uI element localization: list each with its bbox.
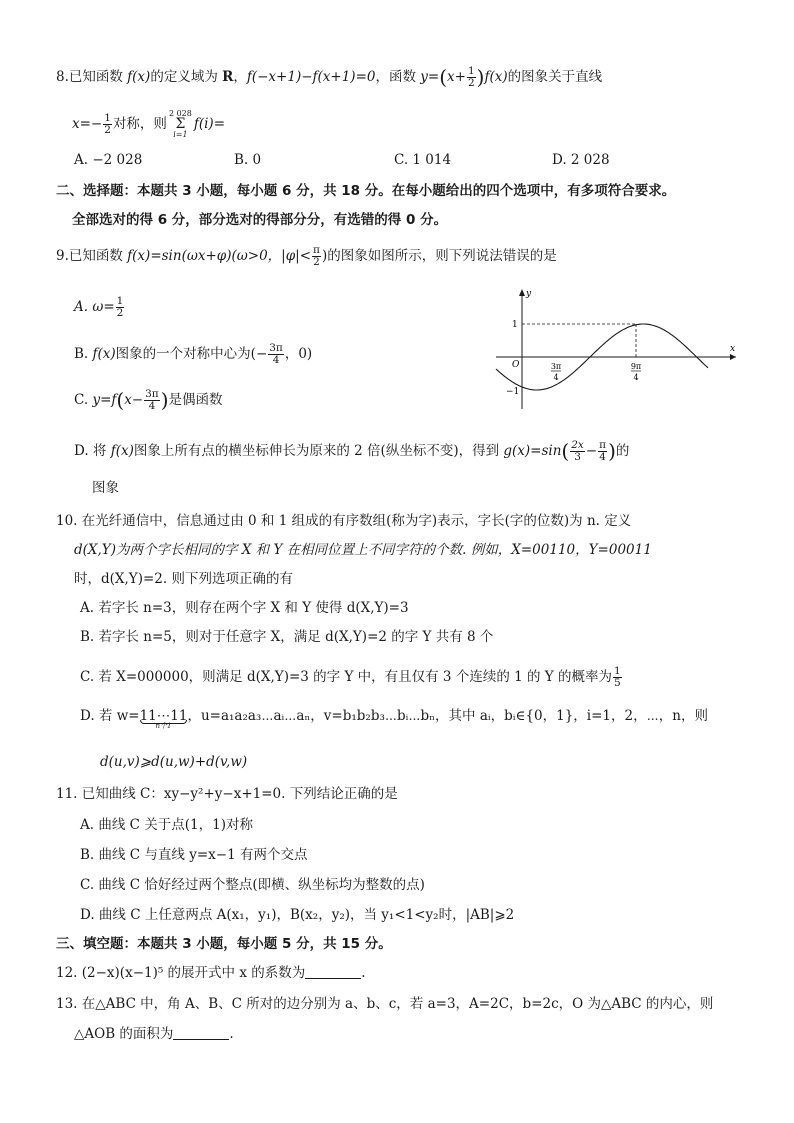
text: D. 将 [74, 443, 111, 459]
q11-option-d: D. 曲线 C 上任意两点 A(x₁，y₁)，B(x₂，y₂)，当 y₁<1<y₂时，|AB|⩾2 [80, 907, 515, 923]
q11-option-b: B. 曲线 C 与直线 y=x−1 有两个交点 [80, 847, 308, 863]
text: 8.已知函数 [56, 69, 128, 85]
paren: ( [439, 65, 448, 89]
q11-option-a: A. 曲线 C 关于点(1，1)对称 [80, 817, 253, 833]
text: 对称，则 [112, 116, 167, 132]
q10-option-b: B. 若字长 n=5，则对于任意字 X，满足 d(X,Y)=2 的字 Y 共有 8 个 [80, 629, 494, 645]
math: x+ [447, 69, 466, 85]
x-tick-9pi4-num: 9π [630, 362, 642, 371]
fraction: $\frac{3\pi}{4}$ [269, 342, 283, 366]
text: )的图象如图所示，则下列说法错误的是 [321, 248, 557, 264]
section2-sub: 全部选对的得 6 分，部分选对的得部分分，有选错的得 0 分。 [72, 212, 448, 228]
paren: ) [476, 65, 485, 89]
math: x=− [72, 116, 103, 132]
fraction: $\frac{1}{2}$ [116, 295, 124, 319]
text: 图象上所有点的横坐标伸长为原来的 2 倍(纵坐标不变)，得到 [133, 443, 504, 459]
text: 12. (2−x)(x−1)⁵ 的展开式中 x 的系数为 [56, 965, 306, 981]
q10-line2: d(X,Y)为两个字长相同的字 X 和 Y 在相同位置上不同字符的个数. 例如，X=00110，Y=00011 [74, 542, 652, 558]
paren: ( [561, 439, 570, 463]
q10-option-c [80, 666, 623, 689]
q10-line3: 时，d(X,Y)=2. 则下列选项正确的有 [74, 571, 293, 587]
q11-stem: 11. 已知曲线 C：xy−y²+y−x+1=0. 下列结论正确的是 [56, 786, 398, 802]
q13-line2 [74, 1024, 234, 1044]
summation: 2 028 Σ i=1 [168, 109, 192, 139]
text: 的定义域为 [150, 69, 223, 85]
origin-label: O [512, 360, 520, 370]
text: 是偶函数 [168, 392, 223, 408]
text: 9.已知函数 [56, 248, 128, 264]
fraction: $\frac{1}{2}$ [467, 65, 475, 89]
y-axis-arrow [519, 289, 525, 296]
math-set-r: R [222, 69, 234, 85]
sine-graph [488, 287, 738, 412]
q8-line2 [72, 110, 225, 139]
math: f(x) [110, 443, 134, 459]
q12-line [56, 963, 366, 983]
fraction: $\frac{3\pi}{4}$ [145, 388, 159, 412]
q8-option-b: B. 0 [234, 152, 262, 168]
text: D. 若 w= [80, 708, 140, 724]
math: f(−x+1)−f(x+1)=0 [246, 69, 376, 85]
math: f(i)= [193, 116, 226, 132]
paren: ) [608, 439, 616, 463]
section2-title: 二、选择题：本题共 3 小题，每小题 6 分，共 18 分。在每小题给出的四个选项中，有多项符合要求。 [56, 183, 676, 199]
underbrace: 11⋯11 n个1 [139, 708, 188, 730]
text: B. [74, 346, 93, 362]
text: ，0) [284, 346, 313, 362]
q8-option-d: D. 2 028 [552, 152, 610, 168]
q8-line1 [56, 66, 602, 89]
x-axis-arrow [730, 354, 736, 360]
text: ， [233, 69, 247, 85]
text: . [361, 965, 366, 981]
math: A. ω= [74, 299, 115, 315]
q9-option-a [74, 296, 125, 319]
q8-option-c: C. 1 014 [394, 152, 452, 168]
y-axis-label: y [526, 289, 532, 299]
q10-option-d [80, 706, 708, 730]
text: △AOB 的面积为 [74, 1026, 174, 1042]
paren: ( [116, 388, 125, 412]
paren: ) [160, 388, 169, 412]
answer-blank[interactable] [305, 964, 361, 979]
fraction: $\frac{\pi}{4}$ [599, 439, 607, 463]
q10-line1: 10. 在光纤通信中，信息通过由 0 和 1 组成的有序数组(称为字)表示，字长(字的位数)为 n. 定义 [56, 513, 632, 529]
text: 图象的一个对称中心为(− [115, 346, 268, 362]
fraction: $\frac{1}{5}$ [613, 665, 621, 689]
q11-option-c: C. 曲线 C 恰好经过两个整点(即横、纵坐标均为整数的点) [80, 877, 425, 893]
y-tick-neg1: −1 [506, 387, 520, 397]
text: − [585, 443, 598, 459]
math: y=f [92, 392, 117, 408]
x-tick-3pi4-den: 4 [553, 373, 559, 382]
q8-option-a: A. −2 028 [74, 152, 143, 168]
text: 的图象关于直线 [507, 69, 603, 85]
q9-option-d [74, 440, 629, 463]
y-tick-1: 1 [512, 320, 518, 330]
q9-option-b [74, 343, 312, 366]
answer-blank[interactable] [173, 1025, 229, 1040]
q10-option-a: A. 若字长 n=3，则存在两个字 X 和 Y 使得 d(X,Y)=3 [80, 600, 409, 616]
q9-option-d-cont: 图象 [92, 480, 119, 496]
math: g(x)=sin [503, 443, 562, 459]
q9-option-c [74, 389, 223, 412]
section3-title: 三、填空题：本题共 3 小题，每小题 5 分，共 15 分。 [56, 936, 392, 952]
q13-line1: 13. 在△ABC 中，角 A、B、C 所对的边分别为 a、b、c，若 a=3，A=2C，b=2c，O 为△ABC 的内心，则 [56, 996, 714, 1012]
text: C. 若 X=000000，则满足 d(X,Y)=3 的字 Y 中，有且仅有 3 个连续的 1 的 Y 的概率为 [80, 669, 612, 685]
math: f(x) [92, 346, 116, 362]
math: f(x) [127, 69, 151, 85]
fraction: $\frac{\pi}{2}$ [313, 244, 320, 268]
x-tick-9pi4-den: 4 [633, 373, 639, 382]
fraction: $\frac{1}{2}$ [104, 112, 111, 136]
q9-stem [56, 245, 557, 268]
q10-option-d-cont: d(u,v)⩾d(u,w)+d(v,w) [100, 754, 248, 770]
text: C. [74, 392, 93, 408]
x-tick-3pi4-num: 3π [550, 362, 562, 371]
math: y= [420, 69, 440, 85]
math: x− [124, 392, 144, 408]
text: 的 [615, 443, 630, 459]
x-axis-label: x [730, 344, 736, 354]
text: ，u=a₁a₂a₃⋯aᵢ⋯aₙ，v=b₁b₂b₃⋯bᵢ⋯bₙ，其中 aᵢ，bᵢ∈{0，1}，i=1，2，⋯，n，则 [187, 708, 708, 724]
fraction: $\frac{2x}{3}$ [571, 439, 584, 463]
text: . [229, 1026, 234, 1042]
math: f(x)=sin(ωx+φ)(ω>0，|φ|< [127, 248, 312, 264]
text: ，函数 [375, 69, 421, 85]
math: f(x) [484, 69, 508, 85]
